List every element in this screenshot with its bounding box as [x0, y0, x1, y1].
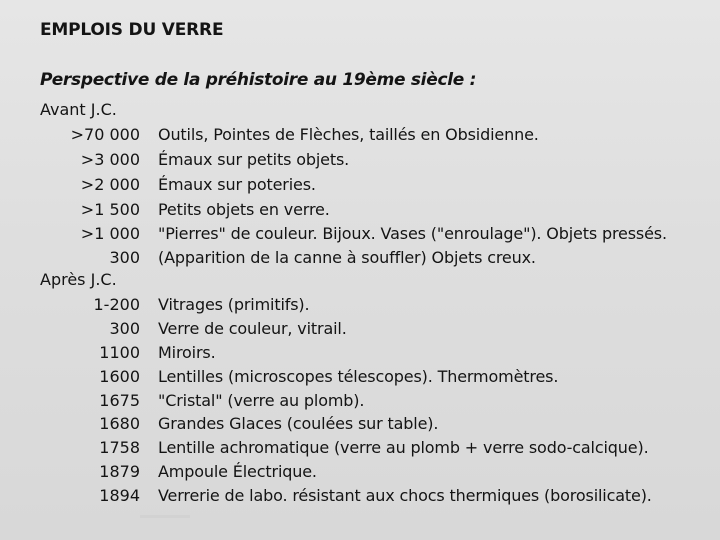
page-subtitle: Perspective de la préhistoire au 19ème siècle :	[40, 70, 477, 90]
scan-smudge	[140, 515, 190, 518]
timeline-description: Verre de couleur, vitrail.	[158, 319, 347, 338]
timeline-date: >70 000	[70, 125, 140, 144]
timeline-date: >1 000	[80, 224, 140, 243]
timeline-description: Verrerie de labo. résistant aux chocs thermiques (borosilicate).	[158, 486, 652, 505]
timeline-description: Lentille achromatique (verre au plomb + verre sodo-calcique).	[158, 438, 649, 457]
timeline-date: 1894	[99, 486, 140, 505]
timeline-date: >3 000	[80, 150, 140, 169]
timeline-description: Vitrages (primitifs).	[158, 295, 310, 314]
timeline-description: Petits objets en verre.	[158, 200, 330, 219]
timeline-date: 300	[109, 319, 140, 338]
timeline-date: 1100	[99, 343, 140, 362]
timeline-description: Émaux sur poteries.	[158, 175, 316, 194]
timeline-description: Ampoule Électrique.	[158, 462, 317, 481]
section-heading-avant-jc: Avant J.C.	[40, 100, 117, 119]
timeline-description: Miroirs.	[158, 343, 216, 362]
timeline-date: >2 000	[80, 175, 140, 194]
timeline-description: "Cristal" (verre au plomb).	[158, 391, 365, 410]
timeline-description: Grandes Glaces (coulées sur table).	[158, 414, 439, 433]
timeline-date: 1675	[99, 391, 140, 410]
timeline-date: 1680	[99, 414, 140, 433]
timeline-description: "Pierres" de couleur. Bijoux. Vases ("enroulage"). Objets pressés.	[158, 224, 667, 243]
section-heading-apres-jc: Après J.C.	[40, 270, 117, 289]
timeline-date: 1600	[99, 367, 140, 386]
timeline-description: Émaux sur petits objets.	[158, 150, 350, 169]
timeline-date: 300	[109, 248, 140, 267]
timeline-description: Lentilles (microscopes télescopes). Thermomètres.	[158, 367, 559, 386]
timeline-date: 1758	[99, 438, 140, 457]
timeline-date: 1-200	[93, 295, 140, 314]
timeline-description: Outils, Pointes de Flèches, taillés en Obsidienne.	[158, 125, 539, 144]
timeline-description: (Apparition de la canne à souffler) Objets creux.	[158, 248, 536, 267]
page-title: EMPLOIS DU VERRE	[40, 20, 224, 40]
timeline-date: 1879	[99, 462, 140, 481]
timeline-date: >1 500	[80, 200, 140, 219]
